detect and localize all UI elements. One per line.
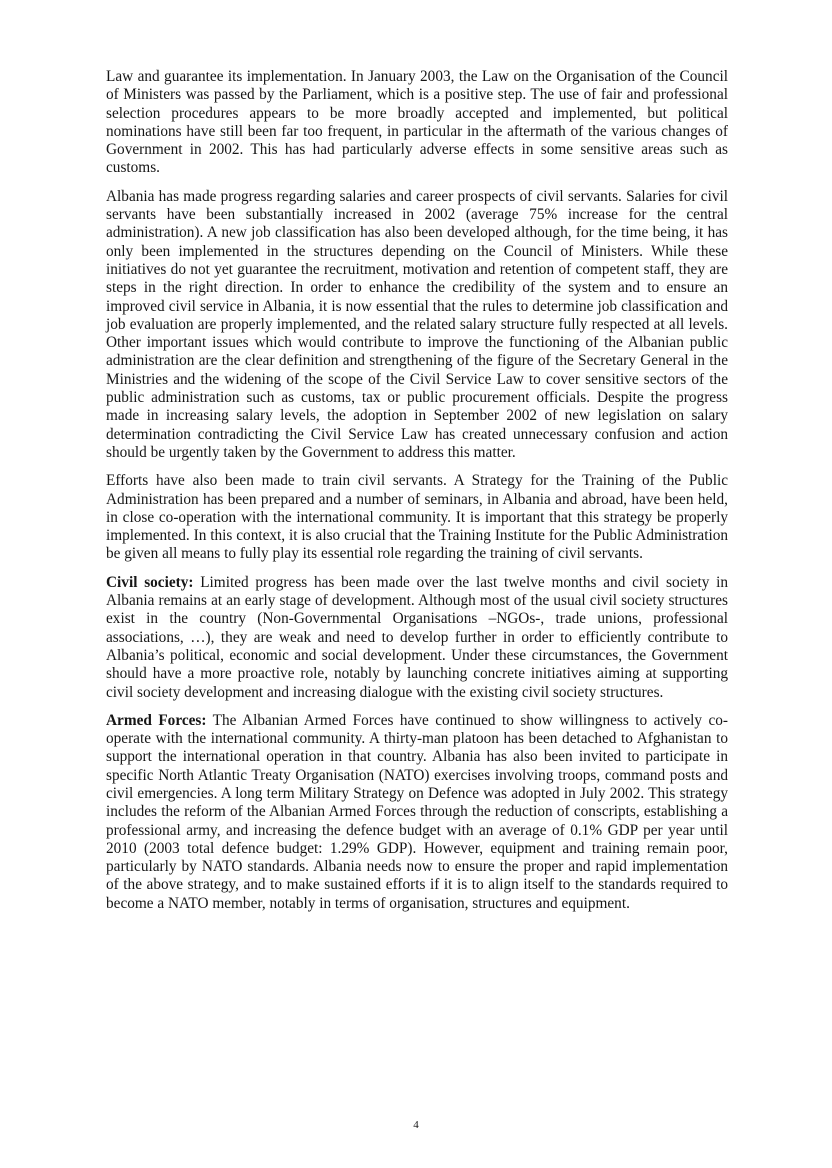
- paragraph-armed-forces: [106, 712, 728, 913]
- paragraph-training: [106, 472, 728, 563]
- paragraph-text: Albania has made progress regarding salaries and career prospects of civil servants. Salaries for civil servants have been substantially increased in 2002 (average 75% increase for the central administration). A new job classification has also been developed although, for the time being, it has only been implemented in the structures depending on the Council of Ministers. While these initiatives do not yet guarantee the recruitment, motivation and retention of competent staff, they are steps in the right direction. In order to enhance the credibility of the system and to ensure an improved civil service in Albania, it is now essential that the rules to determine job classification and job evaluation are properly implemented, and the related salary structure fully respected at all levels. Other important issues which would contribute to improve the functioning of the Albanian public administration are the clear definition and strengthening of the figure of the Secretary General in the Ministries and the widening of the scope of the Civil Service Law to cover sensitive sectors of the public administration such as customs, tax or public procurement officials. Despite the progress made in increasing salary levels, the adoption in September 2002 of new legislation on salary determination contradicting the Civil Service Law has created unnecessary confusion and action should be urgently taken by the Government to address this matter.: [106, 187, 728, 461]
- paragraph-text: Efforts have also been made to train civil servants. A Strategy for the Training of the Public Administration has been prepared and a number of seminars, in Albania and abroad, have been held, in close co-operation with the international community. It is important that this strategy be properly implemented. In this context, it is also crucial that the Training Institute for the Public Administration be given all means to fully play its essential role regarding the training of civil servants.: [106, 472, 728, 563]
- paragraph-heading: Armed Forces:: [106, 711, 207, 729]
- paragraph-text: Law and guarantee its implementation. In January 2003, the Law on the Organisation of the Council of Ministers was passed by the Parliament, which is a positive step. The use of fair and professional selection procedures appears to be more broadly accepted and implemented, but political nominations have still been far too frequent, in particular in the aftermath of the various changes of Government in 2002. This has had particularly adverse effects in some sensitive areas such as customs.: [106, 68, 728, 177]
- paragraph-text: The Albanian Armed Forces have continued to show willingness to actively co-operate with the international community. A thirty-man platoon has been detached to Afghanistan to support the international operation in that country. Albania has also been invited to participate in specific North Atlantic Treaty Organisation (NATO) exercises involving troops, command posts and civil emergencies. A long term Military Strategy on Defence was adopted in July 2002. This strategy includes the reform of the Albanian Armed Forces through the reduction of conscripts, establishing a professional army, and increasing the defence budget with an average of 0.1% GDP per year until 2010 (2003 total defence budget: 1.29% GDP). However, equipment and training remain poor, particularly by NATO standards. Albania needs now to ensure the proper and rapid implementation of the above strategy, and to make sustained efforts if it is to align itself to the standards required to become a NATO member, notably in terms of organisation, structures and equipment.: [106, 711, 728, 912]
- page-number: 4: [413, 1119, 419, 1131]
- paragraph-heading: Civil society:: [106, 573, 194, 591]
- paragraph-civil-society: [106, 574, 728, 702]
- paragraph-salaries: [106, 188, 728, 462]
- paragraph-text: Limited progress has been made over the last twelve months and civil society in Albania remains at an early stage of development. Although most of the usual civil society structures exist in the country (Non-Governmental Organisations –NGOs-, trade unions, professional associations, …), they are weak and need to develop further in order to efficiently contribute to Albania’s political, economic and social development. Under these circumstances, the Government should have a more proactive role, notably by launching concrete initiatives aiming at supporting civil society development and increasing dialogue with the existing civil society structures.: [106, 573, 728, 701]
- document-body: [106, 68, 728, 923]
- paragraph-civil-service-law: [106, 68, 728, 178]
